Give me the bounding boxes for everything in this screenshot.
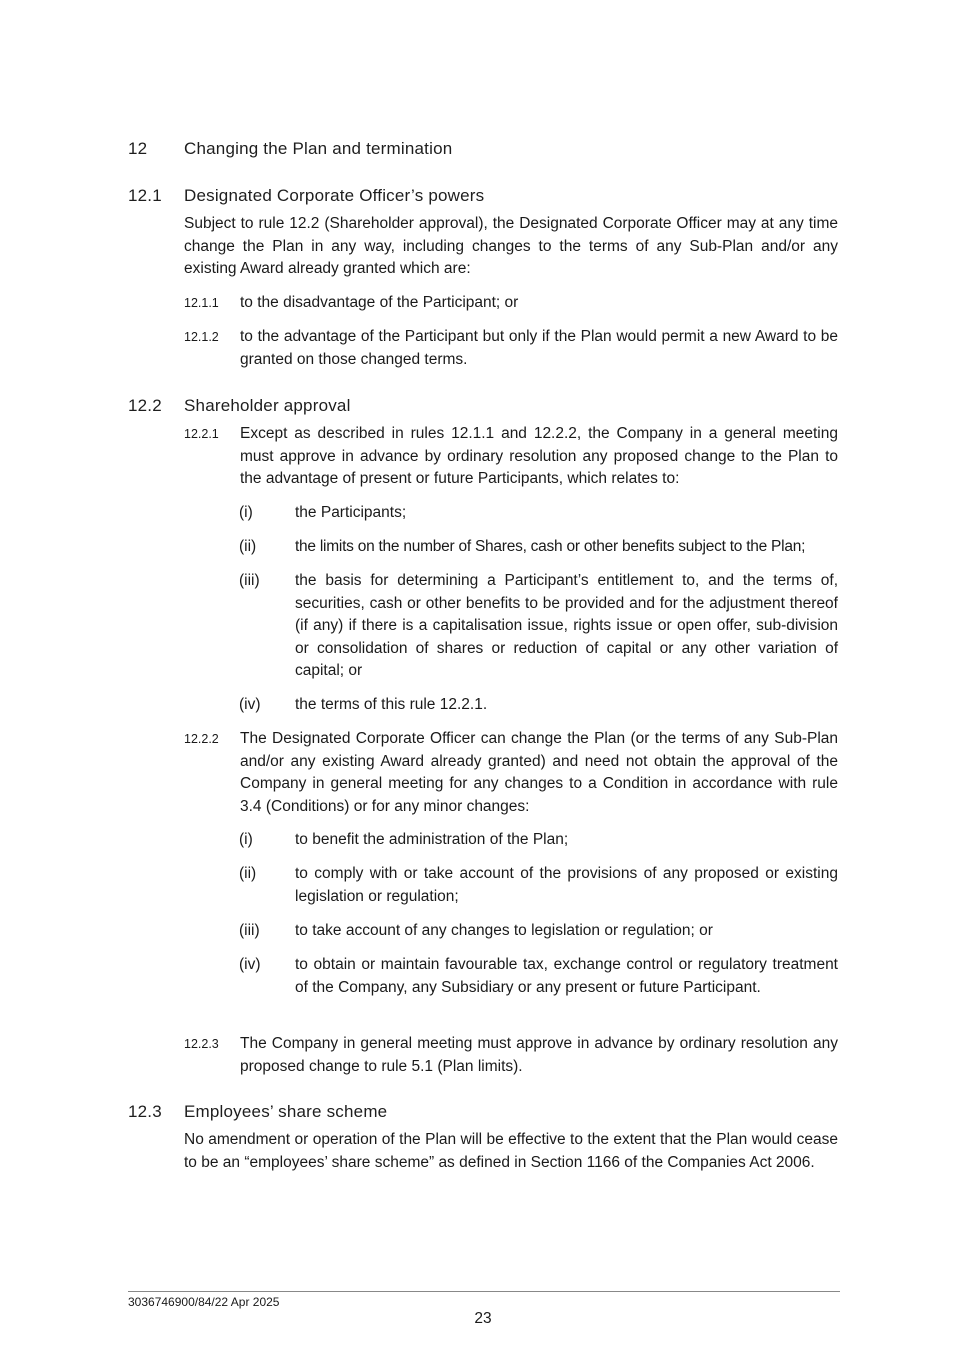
clause-number: 12.2.2 bbox=[184, 732, 219, 746]
clause-number: 12.1.2 bbox=[184, 330, 219, 344]
clause-text: The Company in general meeting must approve in advance by ordinary resolution any proposed change to rule 5.1 (Plan limits). bbox=[240, 1035, 838, 1075]
clause-number: 12.2.1 bbox=[184, 427, 219, 441]
page-number: 23 bbox=[474, 1310, 492, 1327]
subclause-number: (iii) bbox=[239, 922, 260, 939]
subclause-text: to comply with or take account of the provisions of any proposed or existing legislation or regulation; bbox=[295, 865, 838, 905]
clause-text: The Designated Corporate Officer can change the Plan (or the terms of any Sub-Plan and/or any existing Award already granted) and need not obtain the approval of the Company in general meeting for any changes to a Condition in accordance with rule 3.4 (Conditions) or for any minor changes: bbox=[240, 730, 838, 815]
subsection-heading-12-3 bbox=[128, 1102, 840, 1124]
subsection-heading-12-2 bbox=[128, 396, 840, 418]
subsection-number: 12.2 bbox=[128, 396, 162, 415]
footer-divider bbox=[128, 1291, 840, 1292]
subclause-text: the limits on the number of Shares, cash or other benefits subject to the Plan; bbox=[295, 538, 806, 555]
subclause-text: to take account of any changes to legislation or regulation; or bbox=[295, 922, 713, 939]
subclause-text: to benefit the administration of the Plan; bbox=[295, 831, 569, 848]
subsection-title: Employees’ share scheme bbox=[184, 1102, 388, 1121]
subclause-number: (iv) bbox=[239, 956, 261, 973]
subclause-number: (iii) bbox=[239, 572, 260, 589]
clause-number: 12.2.3 bbox=[184, 1037, 219, 1051]
subclause-text: the terms of this rule 12.2.1. bbox=[295, 696, 488, 713]
subclause-number: (ii) bbox=[239, 865, 257, 882]
paragraph-12-3: No amendment or operation of the Plan will be effective to the extent that the Plan would cease to be an “employees’ share scheme” as defined in Section 1166 of the Companies Act 2006. bbox=[184, 1131, 838, 1171]
subsection-heading-12-1 bbox=[128, 186, 840, 208]
subclause-number: (i) bbox=[239, 504, 253, 521]
footer-document-reference: 3036746900/84/22 Apr 2025 bbox=[128, 1295, 280, 1309]
subsection-title: Shareholder approval bbox=[184, 396, 351, 415]
section-number: 12 bbox=[128, 139, 148, 158]
clause-text: to the disadvantage of the Participant; or bbox=[240, 294, 519, 311]
subclause-text: the Participants; bbox=[295, 504, 407, 521]
subclause-text: the basis for determining a Participant’s entitlement to, and the terms of, securities, cash or other benefits to be provided and for the adjustment thereof (if any) if there is a capitalisation issue, rights issue or open offer, sub-division or consolidation of shares or reduction of capital or any other variation of capital; or bbox=[295, 572, 838, 680]
subclause-number: (iv) bbox=[239, 696, 261, 713]
subclause-text: to obtain or maintain favourable tax, exchange control or regulatory treatment of the Company, any Subsidiary or any present or future Participant. bbox=[295, 956, 838, 996]
clause-number: 12.1.1 bbox=[184, 296, 219, 310]
clause-text: to the advantage of the Participant but only if the Plan would permit a new Award to be granted on those changed terms. bbox=[240, 328, 838, 368]
section-heading bbox=[128, 139, 840, 161]
section-title: Changing the Plan and termination bbox=[184, 139, 453, 158]
subsection-number: 12.3 bbox=[128, 1102, 162, 1121]
paragraph-12-1-intro: Subject to rule 12.2 (Shareholder approval), the Designated Corporate Officer may at any time change the Plan in any way, including changes to the terms of any Sub-Plan and/or any existing Award already granted which are: bbox=[184, 215, 838, 278]
subclause-number: (i) bbox=[239, 831, 253, 848]
subsection-number: 12.1 bbox=[128, 186, 162, 205]
clause-text: Except as described in rules 12.1.1 and 12.2.2, the Company in a general meeting must approve in advance by ordinary resolution any proposed change to the Plan to the advantage of present or future Participants, which relates to: bbox=[240, 425, 838, 488]
subclause-number: (ii) bbox=[239, 538, 257, 555]
subsection-title: Designated Corporate Officer’s powers bbox=[184, 186, 485, 205]
